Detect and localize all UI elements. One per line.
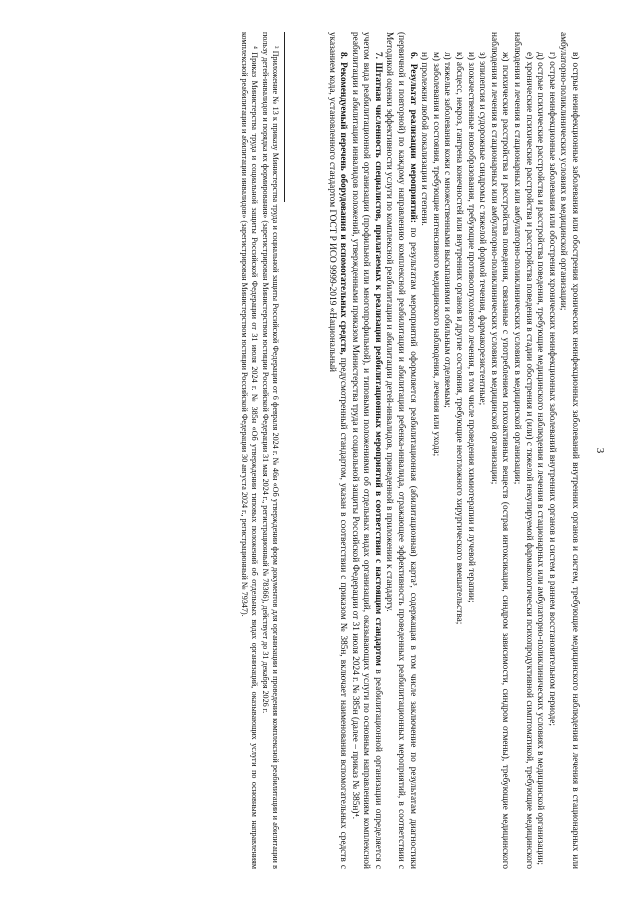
footnote: ⁴ Приказ Министерства труда и социальной защиты Российской Федерации от 31 июля 2024 г. № 385н «Об утверждении типовых положений об отдельных видах организаций, оказывающих услуги по основным направлениям комплексной реабилитации и абилитации инвалидов» (зарегистрирован Министерством юстиции Российской Федерации 30 августа 2024 г., регистрационный № 79347). (240, 32, 259, 869)
paragraph-text: в) острые неинфекционные заболевания или обострения хронических неинфекционных заболеваний внутренних органов и систем, требующие медицинского наблюдения и лечения в стационарных или амбулаторно-поликлинических условиях в медицинской организации; (558, 32, 580, 869)
body-text (325, 32, 580, 869)
paragraph (510, 32, 533, 869)
paragraph-text: л) тяжелые заболевания кожи с множественными высыпаниями и обильным отделяемым; (442, 52, 453, 408)
paragraph-text: и) злокачественные новообразования, требующие противоопухолевого лечения, в том числе проведения химиотерапии и лучевой терапии; (465, 52, 476, 603)
paragraph (534, 32, 546, 869)
paragraph-text: м) заболевания и состояния, требующие интенсивного медицинского наблюдения, лечения или ухода; (430, 52, 441, 457)
paragraph-text: ж) психические расстройства и расстройства поведения, связанные с употреблением психоактивных веществ (острая интоксикация, синдром зависимости, синдром отмены), требующие медицинского наблюдения и лечения в стационарных или амбулаторно-поликлинических условиях в медицинской организации; (488, 32, 511, 869)
paragraph-text: е) хронические психические расстройства и расстройства поведения в стадии обострения и (или) с тяжелой некупируемой фармакологически психопродуктивной симптоматикой, требующие медицинского наблюдения и лечения в стационарных или амбулаторно-поликлинических условиях в медицинской организации; (512, 32, 534, 869)
footnotes (240, 32, 280, 869)
paragraph-text: предусмотренный стандартом, указан в соответствии с приказом № 385н, включает наименования вспомогательных средств с указанием кода, установленного стандартом ГОСТ Р ИСО 9999-2019 «Национальный (326, 32, 349, 869)
paragraph-text: з) эпилепсия и судорожные синдромы с тяжелой формой течения, фармакорезистентные; (477, 52, 488, 406)
paragraph (557, 32, 580, 869)
paragraph (325, 32, 348, 869)
paragraph-text: к) абсцесс, некроз, гангрена конечностей или внутренних органов и другие состояния, требующие неотложного хирургического вмешательства; (454, 52, 465, 625)
footnote-divider (284, 32, 285, 202)
section-heading: 7. Штатная численность специалистов, прилагаемых к реализации реабилитационных мероприятий в соответствии с настоящим стандартом (372, 52, 383, 667)
paragraph-text: по результатам мероприятий оформляется реабилитационная (абилитационная) карта³, содержащая в том числе заключение по результатам диагностики (первичной и повторной) по каждому направлению комплексной реабилитации и абилитации ребенка-инвалида, отражающее эффективность проведенных реабилитационных мероприятий, в соответствии с Методикой оценки эффективности услуги по комплексной реабилитации и абилитации детей-инвалидов, приведенной в приложении к стандарту. (384, 32, 418, 869)
paragraph-text: г) острые неинфекционные заболевания или обострения хронических неинфекционных заболеваний внутренних органов и систем в раннем восстановительном периоде; (546, 52, 557, 726)
paragraph (441, 32, 453, 869)
paragraph (487, 32, 510, 869)
paragraph (464, 32, 476, 869)
paragraph (418, 32, 430, 869)
paragraph (545, 32, 557, 869)
paragraph-text: н) пролежни любой локализации и степени. (419, 52, 430, 226)
footnote: ³ Приложение № 13 к приказу Министерства труда и социальной защиты Российской Федерации от 6 февраля 2024 г. № 46н «Об утверждении форм документов для организации и проведения комплексной реабилитации и абилитации в пользу детей-инвалидов и порядка их формирования» (зарегистрирован Министерством юстиции Российской Федерации 31 мая 2024 г., регистрационный № 78366), действует до 31 декабря 2026 г. (261, 32, 280, 869)
paragraph-text: в реабилитационной организации определяется с учетом вида реабилитационной организации (профильной или многопрофильной), и типовыми положениями об отдельных видах организаций, оказывающих услуги по основным направлениям комплексной реабилитации и абилитации инвалидов положений, утвержденными приказом Министерства труда и социальной защиты Российской Федерации от 31 июля 2024 г. № 385н (далее – приказ № 385н)⁴. (349, 32, 383, 869)
paragraph (383, 32, 418, 869)
paragraph (452, 32, 464, 869)
page-number: 3 (594, 447, 606, 454)
section-heading: 6. Результат реализации мероприятий: (407, 52, 418, 223)
section-heading: 8. Рекомендуемый перечень оборудования и вспомогательных средств, (338, 52, 349, 355)
paragraph (348, 32, 383, 869)
paragraph (429, 32, 441, 869)
paragraph (476, 32, 488, 869)
paragraph-text: д) острые психические расстройства и расстройства поведения, требующие медицинского наблюдения и лечения в стационарных или амбулаторно-поликлинических условиях в медицинской организации; (535, 52, 546, 865)
